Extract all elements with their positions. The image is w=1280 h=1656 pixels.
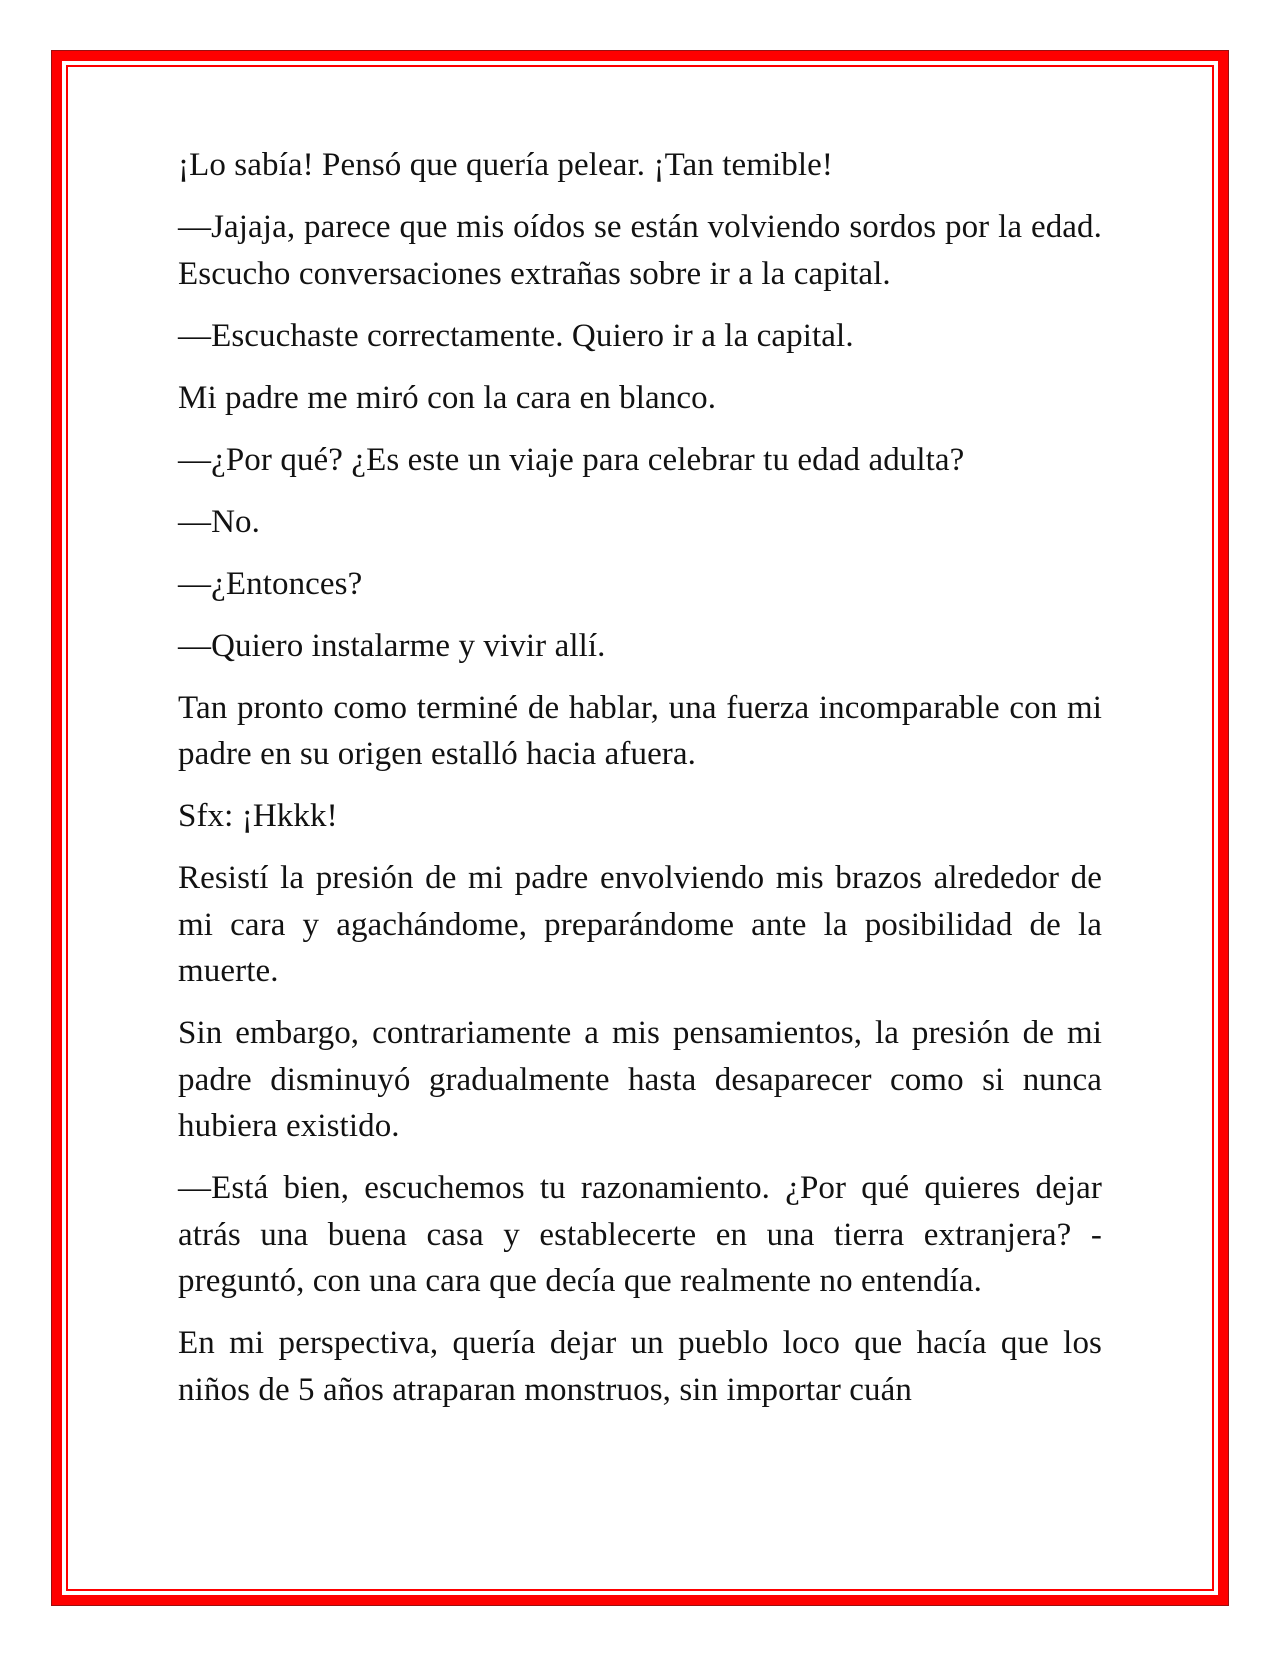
paragraph: ¡Lo sabía! Pensó que quería pelear. ¡Tan temible! (178, 147, 834, 183)
paragraph: —Está bien, escuchemos tu razonamiento. ¿Por qué quieres dejar atrás una buena casa y establecerte en una tierra extranjera? - preguntó, con una cara que decía que realmente no entendía. (178, 1170, 1102, 1299)
paragraph: —Quiero instalarme y vivir allí. (178, 627, 606, 664)
paragraph: Sin embargo, contrariamente a mis pensamientos, la presión de mi padre disminuyó gradualmente hasta desaparecer como si nunca hubiera existido. (178, 1015, 1102, 1144)
paragraph: —Escuchaste correctamente. Quiero ir a la capital. (178, 317, 854, 354)
paragraph: —¿Por qué? ¿Es este un viaje para celebrar tu edad adulta? (178, 441, 965, 478)
paragraph: —¿Entonces? (178, 565, 363, 602)
page-text-body (178, 142, 1102, 1429)
paragraph: —No. (178, 503, 260, 540)
paragraph: Mi padre me miró con la cara en blanco. (178, 379, 717, 416)
paragraph: Resistí la presión de mi padre envolviendo mis brazos alrededor de mi cara y agachándome, preparándome ante la posibilidad de la muerte. (178, 860, 1102, 989)
paragraph: Sfx: ¡Hkkk! (178, 798, 338, 834)
paragraph: Tan pronto como terminé de hablar, una fuerza incomparable con mi padre en su origen estalló hacia afuera. (178, 689, 1102, 772)
paragraph: —Jajaja, parece que mis oídos se están volviendo sordos por la edad. Escucho conversaciones extrañas sobre ir a la capital. (178, 209, 1102, 292)
paragraph: En mi perspectiva, quería dejar un pueblo loco que hacía que los niños de 5 años atraparan monstruos, sin importar cuán (178, 1325, 1102, 1408)
